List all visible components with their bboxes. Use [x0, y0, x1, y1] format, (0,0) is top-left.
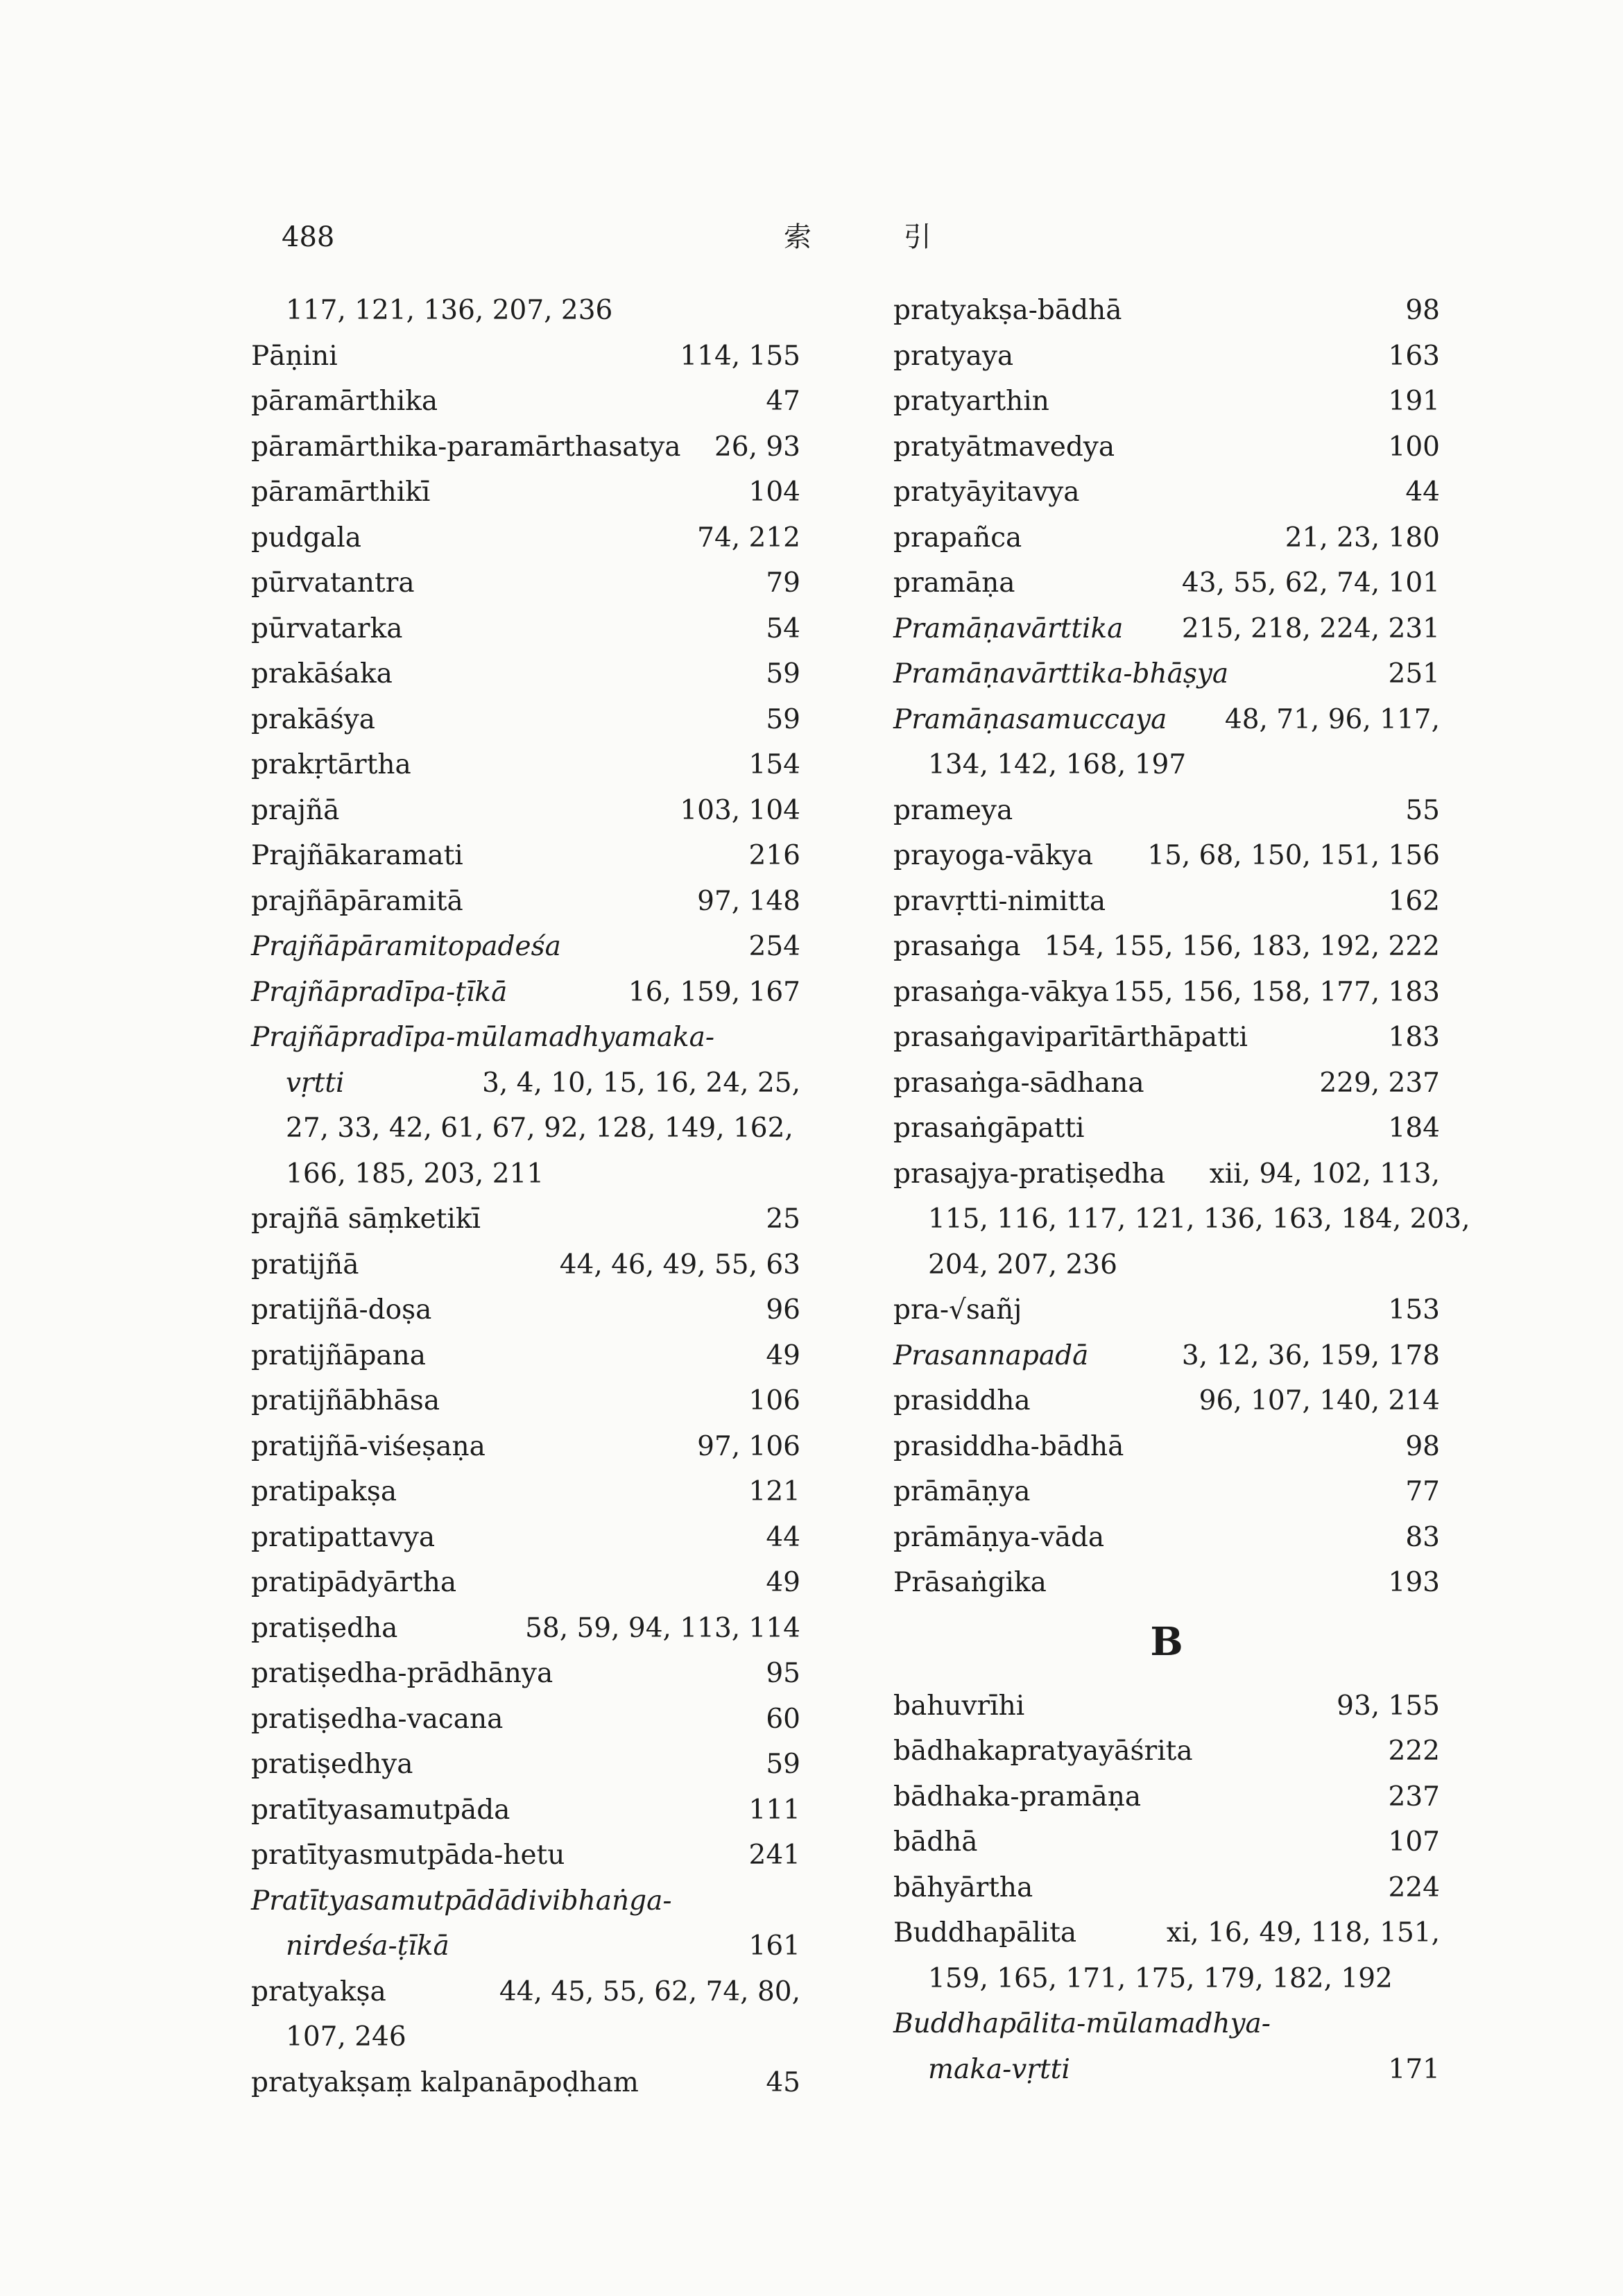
- entry-row: [251, 1378, 800, 1424]
- page-refs-continuation: 166, 185, 203, 211: [286, 1158, 544, 1190]
- page-refs: 161: [748, 1930, 800, 1962]
- index-term: pratyātmavedya: [893, 431, 1115, 463]
- entry-row: [251, 1197, 800, 1242]
- index-entry: [893, 1560, 1440, 1606]
- index-entry: [251, 924, 800, 970]
- entry-row: [251, 1742, 800, 1788]
- page-number: 488: [282, 221, 335, 253]
- page-refs: 44, 45, 55, 62, 74, 80,: [499, 1976, 800, 2007]
- index-entry: [251, 1515, 800, 1561]
- entry-row: [251, 924, 800, 970]
- index-term: prasaṅga: [893, 931, 1021, 962]
- page-refs: 95: [766, 1658, 800, 1689]
- index-entry: [893, 379, 1440, 425]
- page-refs: 191: [1388, 386, 1440, 417]
- index-term: Pramāṇavārttika: [893, 612, 1124, 644]
- page-refs: 16, 159, 167: [628, 976, 800, 1008]
- index-term: prāmāṇya-vāda: [893, 1521, 1105, 1553]
- entry-row: [893, 1106, 1440, 1151]
- index-entry: [251, 651, 800, 697]
- index-entry: [251, 1197, 800, 1242]
- index-entry: [893, 560, 1440, 606]
- index-entry: [251, 833, 800, 879]
- page-refs: xi, 16, 49, 118, 151,: [1166, 1917, 1440, 1948]
- page-refs: 96, 107, 140, 214: [1199, 1385, 1440, 1416]
- index-entry: [251, 288, 800, 334]
- index-entry: [893, 515, 1440, 561]
- page-refs-continuation: 27, 33, 42, 61, 67, 92, 128, 149, 162,: [286, 1113, 793, 1144]
- index-entry: [251, 1015, 800, 1197]
- index-term: pratijñā: [251, 1249, 359, 1280]
- index-entry: [251, 1697, 800, 1742]
- page-refs: 74, 212: [697, 522, 800, 554]
- index-entry: [893, 470, 1440, 515]
- entry-row: [893, 1287, 1440, 1333]
- index-term: pāramārthikī: [251, 477, 431, 508]
- entry-row: [893, 1378, 1440, 1424]
- index-term: prajñā sāṃketikī: [251, 1203, 481, 1235]
- page-refs-continuation: 204, 207, 236: [928, 1249, 1117, 1280]
- entry-row: [251, 833, 800, 879]
- entry-row: [251, 1878, 800, 1924]
- page-refs: 155, 156, 158, 177, 183: [1113, 976, 1440, 1008]
- page-refs: 114, 155: [680, 340, 800, 372]
- entry-row: [893, 1684, 1440, 1729]
- index-column-left: [251, 288, 800, 2105]
- entry-row: [893, 515, 1440, 561]
- index-entry: [893, 697, 1440, 788]
- entry-row: [251, 1606, 800, 1652]
- index-entry: [251, 1242, 800, 1288]
- page-refs: 83: [1405, 1521, 1440, 1553]
- index-entry: [893, 2001, 1440, 2092]
- page-refs-continuation: 159, 165, 171, 175, 179, 182, 192: [928, 1962, 1393, 1994]
- page-refs: 15, 68, 150, 151, 156: [1147, 840, 1440, 871]
- index-term: pratiṣedha-vacana: [251, 1703, 504, 1735]
- index-term: pratyāyitavya: [893, 477, 1080, 508]
- page-refs: 162: [1388, 885, 1440, 917]
- entry-row: [893, 1774, 1440, 1820]
- index-term: bahuvrīhi: [893, 1690, 1025, 1722]
- entry-row: [251, 1833, 800, 1878]
- entry-row: [251, 560, 800, 606]
- entry-row: [251, 1788, 800, 1833]
- page-refs: 44: [1405, 477, 1440, 508]
- index-entry: [251, 1788, 800, 1833]
- index-term: Prāsaṅgika: [893, 1567, 1047, 1598]
- page-refs: 60: [766, 1703, 800, 1735]
- index-entry: [893, 1287, 1440, 1333]
- index-entry: [893, 788, 1440, 834]
- index-term: bādhā: [893, 1826, 978, 1858]
- index-term: pratiṣedha-prādhānya: [251, 1658, 553, 1689]
- entry-row: [251, 606, 800, 652]
- entry-row: [893, 833, 1440, 879]
- index-entry: [251, 2060, 800, 2106]
- index-entry: [893, 425, 1440, 470]
- entry-row: [251, 1333, 800, 1379]
- running-head: 索 引: [784, 221, 973, 253]
- page-refs: 77: [1405, 1476, 1440, 1507]
- entry-continuation-row: [893, 2047, 1440, 2093]
- entry-row: [893, 470, 1440, 515]
- page-refs: 241: [748, 1840, 800, 1871]
- page-refs: 59: [766, 1749, 800, 1780]
- page-refs: 107: [1388, 1826, 1440, 1858]
- page-refs: 98: [1405, 1430, 1440, 1462]
- entry-row: [251, 2060, 800, 2106]
- entry-row: [893, 697, 1440, 743]
- entry-row: [893, 1424, 1440, 1470]
- index-entry: [893, 1729, 1440, 1774]
- index-term: Pratītyasamutpādādivibhaṅga-: [251, 1885, 672, 1917]
- index-entry: [893, 1015, 1440, 1061]
- index-entry: [251, 1560, 800, 1606]
- entry-row: [251, 379, 800, 425]
- entry-row: [893, 1469, 1440, 1515]
- page-refs: 216: [748, 840, 800, 871]
- page-refs: 59: [766, 703, 800, 735]
- index-entry: [893, 879, 1440, 925]
- index-term: prameya: [893, 794, 1013, 826]
- page-refs: 215, 218, 224, 231: [1181, 612, 1440, 644]
- index-entry: [893, 1151, 1470, 1288]
- index-term: prasaṅgāpatti: [893, 1113, 1085, 1144]
- index-entry: [251, 334, 800, 379]
- index-term: prasaṅga-sādhana: [893, 1067, 1144, 1099]
- entry-row: [893, 970, 1440, 1016]
- index-entry: [893, 334, 1440, 379]
- entry-row: [251, 1969, 800, 2015]
- index-term: pūrvatarka: [251, 612, 403, 644]
- entry-row: [893, 560, 1440, 606]
- index-term: pratijñāpana: [251, 1339, 427, 1371]
- index-entry: [893, 1106, 1440, 1151]
- entry-row: [251, 1424, 800, 1470]
- entry-row: [251, 334, 800, 379]
- index-entry: [251, 560, 800, 606]
- index-term: pratijñābhāsa: [251, 1385, 440, 1416]
- page-refs: 222: [1388, 1736, 1440, 1767]
- index-term: prakāśaka: [251, 658, 393, 689]
- index-term: prāmāṇya: [893, 1476, 1031, 1507]
- index-entry: [251, 1333, 800, 1379]
- page-refs: 58, 59, 94, 113, 114: [525, 1612, 800, 1644]
- index-term: pratyarthin: [893, 386, 1049, 417]
- index-entry: [893, 1910, 1440, 2001]
- index-term: Prajñāpradīpa-ṭīkā: [251, 976, 508, 1008]
- index-entry: [251, 1606, 800, 1652]
- page-refs: xii, 94, 102, 113,: [1209, 1158, 1440, 1190]
- page-refs: 44: [766, 1521, 800, 1553]
- page-refs: 106: [748, 1385, 800, 1416]
- index-term: prasaṅga-vākya: [893, 976, 1109, 1008]
- page-refs: 154, 155, 156, 183, 192, 222: [1044, 931, 1440, 962]
- index-term: pratiṣedhya: [251, 1749, 413, 1780]
- index-term: pratijñā-doṣa: [251, 1294, 432, 1326]
- page-refs: 237: [1388, 1781, 1440, 1813]
- index-term: prakāśya: [251, 703, 376, 735]
- index-term: Prajñāpāramitopadeśa: [251, 931, 561, 962]
- entry-row: [251, 515, 800, 561]
- index-term: prasiddha: [893, 1385, 1031, 1416]
- page-refs: 59: [766, 658, 800, 689]
- index-entry: [893, 1424, 1440, 1470]
- index-term: prapañca: [893, 522, 1022, 554]
- page-refs: 104: [748, 477, 800, 508]
- entry-row: [893, 1865, 1440, 1911]
- entry-row: [251, 1242, 800, 1288]
- index-term: prajñāpāramitā: [251, 885, 463, 917]
- index-term: prasaṅgaviparītārthāpatti: [893, 1022, 1248, 1053]
- page-refs: 21, 23, 180: [1285, 522, 1440, 554]
- index-term: Prasannapadā: [893, 1339, 1089, 1371]
- index-entry: [251, 742, 800, 788]
- index-entry: [251, 697, 800, 743]
- index-entry: [251, 1833, 800, 1878]
- entry-row: [893, 1729, 1440, 1774]
- page-refs: 97, 148: [697, 885, 800, 917]
- index-entry: [251, 606, 800, 652]
- entry-row: [893, 1015, 1440, 1061]
- page-refs: 183: [1388, 1022, 1440, 1053]
- index-entry: [251, 1742, 800, 1788]
- index-term: pratipattavya: [251, 1521, 436, 1553]
- index-term: Buddhapālita-mūlamadhya-: [893, 2008, 1271, 2039]
- index-term: Prajñākaramati: [251, 840, 463, 871]
- index-entry: [893, 1061, 1440, 1106]
- index-entry: [893, 288, 1440, 334]
- index-entry: [893, 1333, 1440, 1379]
- page-refs: 55: [1405, 794, 1440, 826]
- index-entry: [893, 651, 1440, 697]
- index-entry: [251, 1378, 800, 1424]
- index-entry: [251, 515, 800, 561]
- entry-row: [893, 288, 1440, 334]
- page-refs: 79: [766, 567, 800, 599]
- page-refs: 193: [1388, 1567, 1440, 1598]
- page-refs: 93, 155: [1337, 1690, 1440, 1722]
- entry-row: [893, 1560, 1440, 1606]
- index-term: prakṛtārtha: [251, 749, 411, 780]
- index-entry: [251, 1878, 800, 1969]
- page-refs: 26, 93: [714, 431, 800, 463]
- page-refs: 49: [766, 1567, 800, 1598]
- index-entry: [893, 1684, 1440, 1729]
- entry-row: [251, 970, 800, 1016]
- page-refs: 254: [748, 931, 800, 962]
- index-term: prasiddha-bādhā: [893, 1430, 1124, 1462]
- entry-row: [893, 879, 1440, 925]
- index-entry: [251, 970, 800, 1016]
- entry-row: [893, 924, 1440, 970]
- entry-row: [893, 2001, 1440, 2047]
- entry-row: [893, 1819, 1440, 1865]
- entry-row: [893, 334, 1440, 379]
- entry-row: [893, 651, 1440, 697]
- page-refs: 153: [1388, 1294, 1440, 1326]
- index-term: prayoga-vākya: [893, 840, 1093, 871]
- index-term: Pramāṇavārttika-bhāṣya: [893, 658, 1229, 689]
- index-term: pūrvatantra: [251, 567, 415, 599]
- index-term: Pramāṇasamuccaya: [893, 703, 1167, 735]
- index-term: bāhyārtha: [893, 1871, 1033, 1903]
- page-refs: 171: [1388, 2053, 1440, 2085]
- page-refs: 25: [766, 1203, 800, 1235]
- index-term: pratipādyārtha: [251, 1567, 457, 1598]
- index-term-continuation: nirdeśa-ṭīkā: [286, 1930, 449, 1962]
- index-term: pravṛtti-nimitta: [893, 885, 1106, 917]
- index-entry: [893, 1378, 1440, 1424]
- section-letter: B: [1150, 1618, 1183, 1665]
- page-refs: 49: [766, 1339, 800, 1371]
- index-entry: [251, 1287, 800, 1333]
- page-refs: 100: [1388, 431, 1440, 463]
- entry-row: [893, 1151, 1440, 1197]
- entry-row: [251, 879, 800, 925]
- page-refs: 54: [766, 612, 800, 644]
- entry-row: [893, 425, 1440, 470]
- index-term: bādhakapratyayāśrita: [893, 1736, 1193, 1767]
- index-entry: [251, 425, 800, 470]
- index-entry: [251, 1424, 800, 1470]
- entry-row: [893, 1910, 1440, 1956]
- entry-continuation-row: [251, 1061, 800, 1106]
- page-refs-continuation: 107, 246: [286, 2021, 406, 2053]
- entry-row: [893, 788, 1440, 834]
- entry-row: [251, 470, 800, 515]
- index-term: Prajñāpradīpa-mūlamadhyamaka-: [251, 1022, 715, 1053]
- index-term: pudgala: [251, 522, 361, 554]
- index-term: pratyakṣa-bādhā: [893, 295, 1122, 326]
- page-refs: 48, 71, 96, 117,: [1224, 703, 1440, 735]
- page-refs: 184: [1388, 1113, 1440, 1144]
- index-term-continuation: vṛtti: [286, 1067, 345, 1099]
- index-entry: [251, 1651, 800, 1697]
- page-refs-continuation: 115, 116, 117, 121, 136, 163, 184, 203,: [928, 1203, 1470, 1235]
- page-refs: 47: [766, 386, 800, 417]
- page-refs: 224: [1388, 1871, 1440, 1903]
- entry-row: [893, 379, 1440, 425]
- page-refs: 3, 4, 10, 15, 16, 24, 25,: [482, 1067, 800, 1099]
- page-refs: 103, 104: [680, 794, 800, 826]
- index-entry: [893, 970, 1440, 1016]
- entry-row: [251, 1560, 800, 1606]
- index-term: pramāṇa: [893, 567, 1015, 599]
- page-refs: 97, 106: [697, 1430, 800, 1462]
- index-term-continuation: maka-vṛtti: [928, 2053, 1070, 2085]
- entry-row: [893, 1333, 1440, 1379]
- index-term: pāramārthika: [251, 386, 438, 417]
- entry-row: [251, 1515, 800, 1561]
- index-entry: [251, 1969, 800, 2060]
- page-refs: 163: [1388, 340, 1440, 372]
- page-refs-continuation: 117, 121, 136, 207, 236: [286, 295, 613, 326]
- index-term: pāramārthika-paramārthasatya: [251, 431, 681, 463]
- index-term: pratyaya: [893, 340, 1014, 372]
- index-entry: [251, 1469, 800, 1515]
- index-entry: [893, 1774, 1440, 1820]
- index-term: pratyakṣa: [251, 1976, 386, 2007]
- page-refs: 251: [1388, 658, 1440, 689]
- index-entry: [893, 606, 1440, 652]
- index-term: Buddhapālita: [893, 1917, 1077, 1948]
- page-refs-continuation: 134, 142, 168, 197: [928, 749, 1187, 780]
- entry-row: [251, 425, 800, 470]
- page-refs: 44, 46, 49, 55, 63: [559, 1249, 800, 1280]
- page-refs: 154: [748, 749, 800, 780]
- index-term: pratipakṣa: [251, 1476, 397, 1507]
- index-column-right: [893, 288, 1470, 2092]
- index-term: prajñā: [251, 794, 340, 826]
- entry-row: [893, 606, 1440, 652]
- index-term: pratiṣedha: [251, 1612, 398, 1644]
- index-term: pratyakṣaṃ kalpanāpoḍham: [251, 2066, 639, 2098]
- index-term: Pāṇini: [251, 340, 338, 372]
- index-entry: [893, 1865, 1440, 1911]
- entry-row: [893, 1515, 1440, 1561]
- entry-row: [251, 697, 800, 743]
- index-entry: [893, 833, 1440, 879]
- index-entry: [251, 788, 800, 834]
- entry-row: [251, 742, 800, 788]
- page-refs: 3, 12, 36, 159, 178: [1181, 1339, 1440, 1371]
- entry-row: [251, 651, 800, 697]
- entry-row: [893, 1061, 1440, 1106]
- page-refs: 98: [1405, 295, 1440, 326]
- entry-row: [251, 1469, 800, 1515]
- index-entry: [251, 470, 800, 515]
- index-term: pratijñā-viśeṣaṇa: [251, 1430, 486, 1462]
- index-entry: [893, 924, 1440, 970]
- index-entry: [893, 1469, 1440, 1515]
- entry-row: [251, 1287, 800, 1333]
- entry-continuation-row: [251, 1924, 800, 1969]
- index-term: bādhaka-pramāṇa: [893, 1781, 1142, 1813]
- page-refs: 45: [766, 2066, 800, 2098]
- page-refs: 43, 55, 62, 74, 101: [1181, 567, 1440, 599]
- index-entry: [893, 1819, 1440, 1865]
- index-term: pra-√sañj: [893, 1294, 1022, 1326]
- index-term: pratītyasamutpāda: [251, 1794, 510, 1826]
- page-refs: 96: [766, 1294, 800, 1326]
- entry-row: [251, 1651, 800, 1697]
- index-term: prasajya-pratiṣedha: [893, 1158, 1166, 1190]
- entry-row: [251, 788, 800, 834]
- index-entry: [251, 879, 800, 925]
- page-refs: 229, 237: [1319, 1067, 1440, 1099]
- page-refs: 111: [748, 1794, 800, 1826]
- index-entry: [893, 1515, 1440, 1561]
- page-refs: 121: [748, 1476, 800, 1507]
- index-term: pratītyasmutpāda-hetu: [251, 1840, 565, 1871]
- entry-row: [251, 1697, 800, 1742]
- index-entry: [251, 379, 800, 425]
- entry-row: [251, 1015, 800, 1061]
